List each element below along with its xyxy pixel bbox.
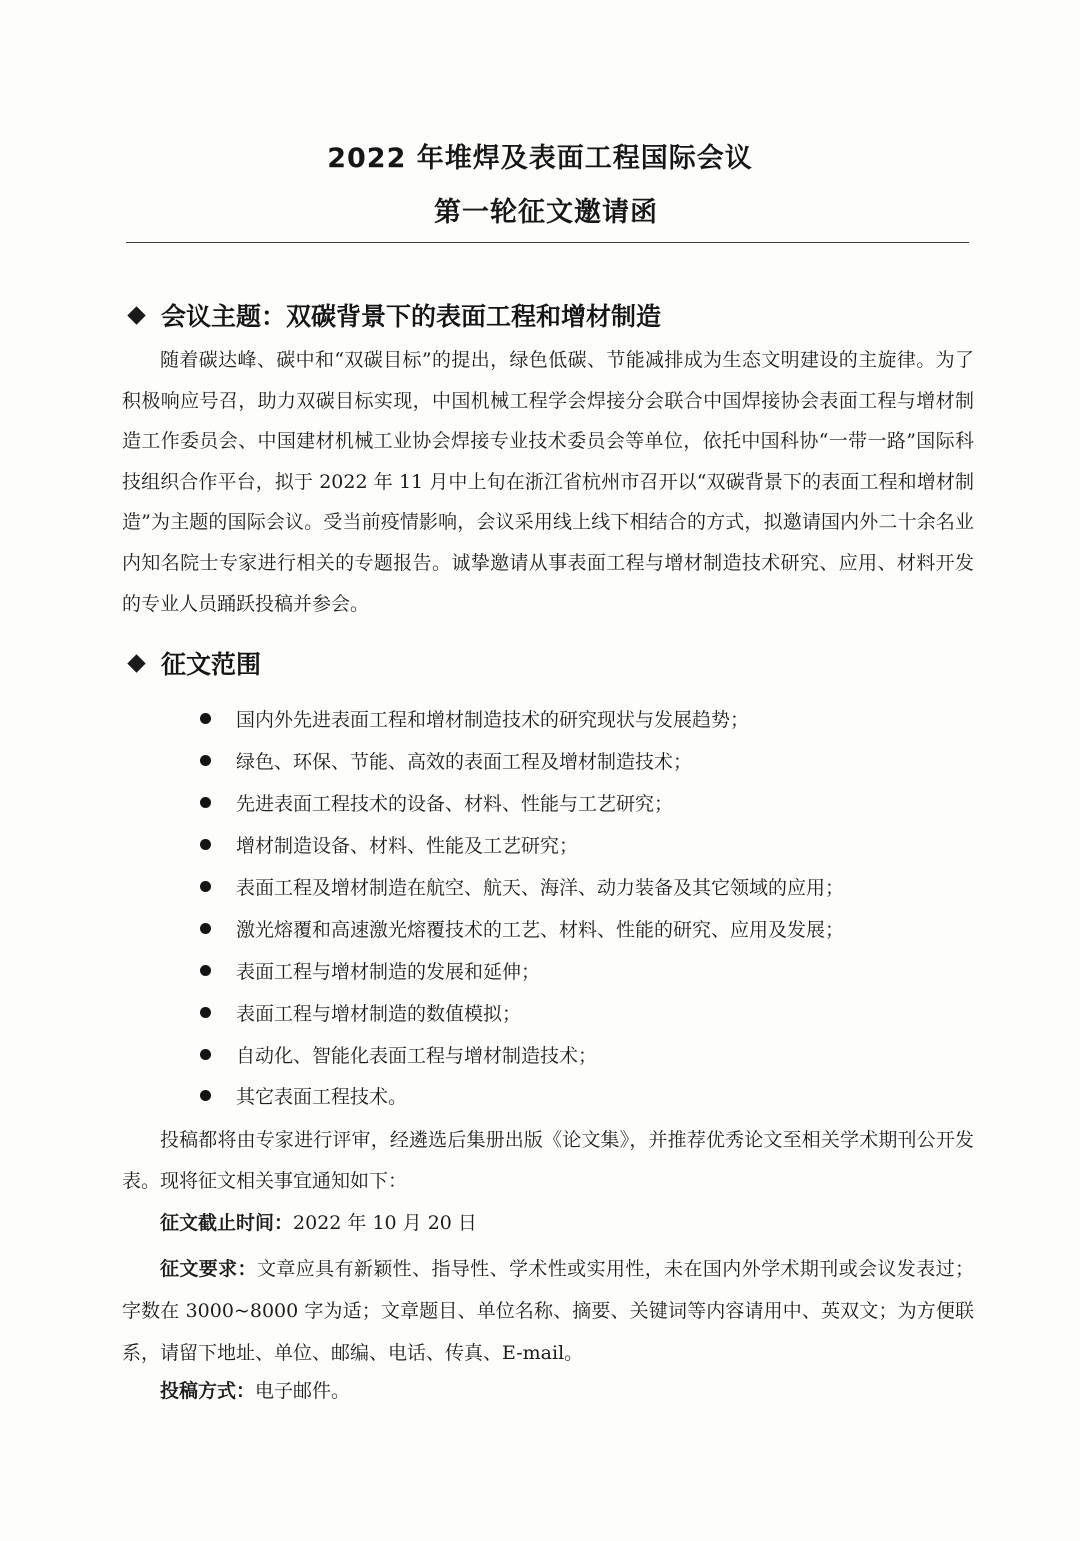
diamond-bullet-icon <box>127 654 145 672</box>
scope-list <box>200 698 844 1117</box>
bullet-dot-icon <box>200 1090 211 1101</box>
bullet-dot-icon <box>200 755 211 766</box>
bullet-dot-icon <box>200 1007 211 1018</box>
list-item: 绿色、环保、节能、高效的表面工程及增材制造技术； <box>200 740 844 782</box>
list-item: 增材制造设备、材料、性能及工艺研究； <box>200 824 844 866</box>
list-item: 先进表面工程技术的设备、材料、性能与工艺研究； <box>200 782 844 824</box>
requirements-label: 征文要求： <box>160 1258 257 1280</box>
section-heading-scope <box>126 645 261 681</box>
list-item: 表面工程与增材制造的发展和延伸； <box>200 949 844 991</box>
bullet-dot-icon <box>200 923 211 934</box>
document-subtitle: 第一轮征文邀请函 <box>434 197 658 228</box>
bullet-dot-icon <box>200 797 211 808</box>
deadline-label: 征文截止时间： <box>160 1212 294 1234</box>
submission-label: 投稿方式： <box>160 1380 256 1402</box>
list-item: 自动化、智能化表面工程与增材制造技术； <box>200 1033 844 1075</box>
list-item: 国内外先进表面工程和增材制造技术的研究现状与发展趋势； <box>200 698 844 740</box>
list-item: 表面工程与增材制造的数值模拟； <box>200 991 844 1033</box>
requirements-line <box>122 1248 974 1374</box>
submission-line <box>122 1376 350 1403</box>
theme-paragraph: 随着碳达峰、碳中和“双碳目标”的提出，绿色低碳、节能减排成为生态文明建设的主旋律。为了积极响应号召，助力双碳目标实现，中国机械工程学会焊接分会联合中国焊接协会表面工程与增材制造工作委员会、中国建材机械工业协会焊接专业技术委员会等单位，依托中国科协“一带一路”国际科技组织合作平台，拟于 2022 年 11 月中上旬在浙江省杭州市召开以“双碳背景下的表面工程和增材制造”为主题的国际会议。受当前疫情影响，会议采用线上线下相结合的方式，拟邀请国内外二十余名业内知名院士专家进行相关的专题报告。诚挚邀请从事表面工程与增材制造技术研究、应用、材料开发的专业人员踊跃投稿并参会。 <box>122 349 974 615</box>
section-heading-theme <box>126 297 661 333</box>
list-item: 表面工程及增材制造在航空、航天、海洋、动力装备及其它领域的应用； <box>200 866 844 908</box>
bullet-dot-icon <box>200 881 211 892</box>
requirements-value: 文章应具有新颖性、指导性、学术性或实用性，未在国内外学术期刊或会议发表过；字数在 3000~8000 字为适；文章题目、单位名称、摘要、关键词等内容请用中、英双文；为方便联系，请留下地址、单位、邮编、电话、传真、E-mail。 <box>122 1258 974 1364</box>
bullet-dot-icon <box>200 839 211 850</box>
bullet-dot-icon <box>200 965 211 976</box>
section-heading-scope-text: 征文范围 <box>161 650 262 679</box>
deadline-line <box>122 1208 477 1235</box>
title-divider <box>126 242 969 243</box>
diamond-bullet-icon <box>127 306 145 324</box>
bullet-dot-icon <box>200 1049 211 1060</box>
section-heading-theme-text: 会议主题：双碳背景下的表面工程和增材制造 <box>161 302 662 331</box>
deadline-value: 2022 年 10 月 20 日 <box>293 1212 477 1234</box>
submission-value: 电子邮件。 <box>255 1380 351 1402</box>
bullet-dot-icon <box>200 713 211 724</box>
document-title: 2022 年堆焊及表面工程国际会议 <box>327 143 753 174</box>
review-paragraph: 投稿都将由专家进行评审，经遴选后集册出版《论文集》，并推荐优秀论文至相关学术期刊公开发表。现将征文相关事宜通知如下： <box>122 1129 974 1192</box>
list-item: 激光熔覆和高速激光熔覆技术的工艺、材料、性能的研究、应用及发展； <box>200 907 844 949</box>
list-item: 其它表面工程技术。 <box>200 1075 844 1117</box>
